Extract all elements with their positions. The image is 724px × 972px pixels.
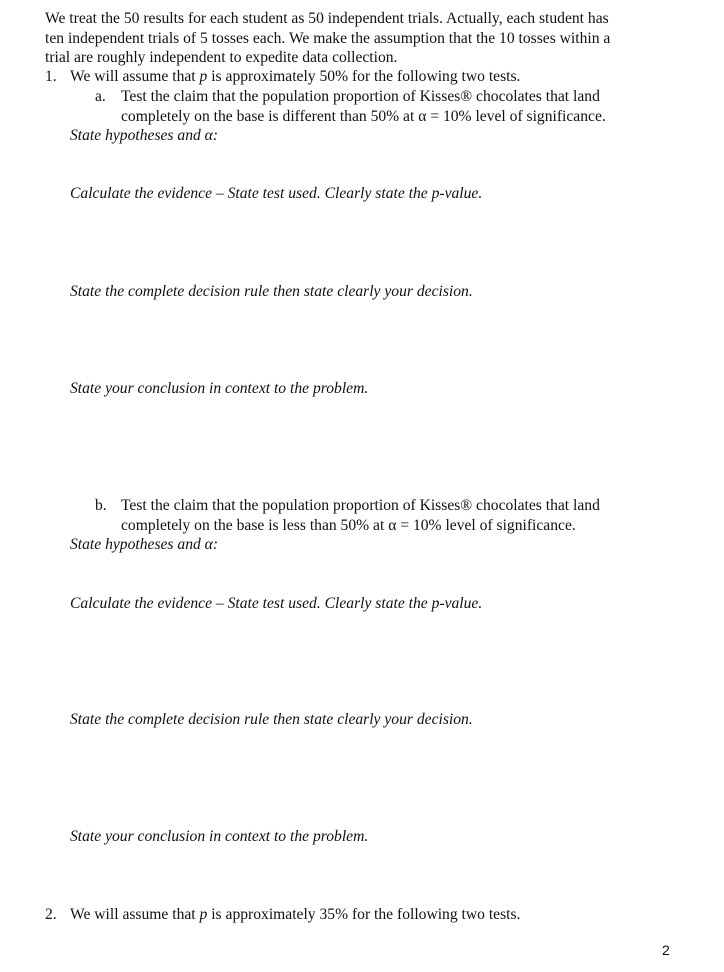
part-a-line-1: Test the claim that the population proportion of Kisses® chocolates that land — [121, 88, 600, 105]
part-b-conclusion-prompt: State your conclusion in context to the problem. — [70, 828, 369, 845]
part-b-decision-prompt: State the complete decision rule then state clearly your decision. — [70, 711, 473, 728]
part-a-evidence-prompt: Calculate the evidence – State test used. Clearly state the p-value. — [70, 185, 483, 202]
question-1-text — [70, 67, 520, 87]
intro-line-1: We treat the 50 results for each student as 50 independent trials. Actually, each student has — [45, 10, 609, 27]
part-b-letter-text: b. — [95, 497, 107, 514]
intro-line-2: ten independent trials of 5 tosses each. We make the assumption that the 10 tosses within a — [45, 29, 611, 47]
part-a-line-2: completely on the base is different than 50% at α = 10% level of significance. — [121, 107, 606, 125]
part-a-hypotheses-prompt: State hypotheses and α: — [70, 127, 219, 144]
part-b-line-2: completely on the base is less than 50% at α = 10% level of significance. — [121, 516, 576, 534]
part-b-evidence-prompt: Calculate the evidence – State test used. Clearly state the p-value. — [70, 595, 483, 612]
part-a-text — [121, 87, 606, 126]
question-1 — [45, 67, 57, 87]
question-1-number: 1. — [45, 68, 57, 85]
question-2-text — [70, 905, 520, 925]
question-2-variable: p — [199, 906, 208, 923]
question-2-number: 2. — [45, 906, 57, 923]
question-2-text-post: is approximately 35% for the following two tests. — [207, 906, 521, 923]
part-b-hypotheses-prompt: State hypotheses and α: — [70, 536, 219, 553]
question-1-variable: p — [199, 68, 208, 85]
part-a-decision-prompt: State the complete decision rule then state clearly your decision. — [70, 283, 473, 300]
part-a-letter-text: a. — [95, 88, 106, 105]
question-1-text-pre: We will assume that — [70, 68, 200, 85]
part-a-letter — [95, 87, 106, 107]
part-b-line-1: Test the claim that the population proportion of Kisses® chocolates that land — [121, 497, 600, 514]
question-2 — [45, 905, 57, 925]
intro-line-3: trial are roughly independent to expedite data collection. — [45, 49, 398, 66]
question-2-text-pre: We will assume that — [70, 906, 200, 923]
page-number: 2 — [662, 942, 670, 958]
question-1-text-post: is approximately 50% for the following two tests. — [207, 68, 521, 85]
part-b-text — [121, 496, 600, 535]
part-b-letter — [95, 496, 107, 516]
part-a-conclusion-prompt: State your conclusion in context to the problem. — [70, 380, 369, 397]
intro-paragraph — [45, 9, 610, 68]
